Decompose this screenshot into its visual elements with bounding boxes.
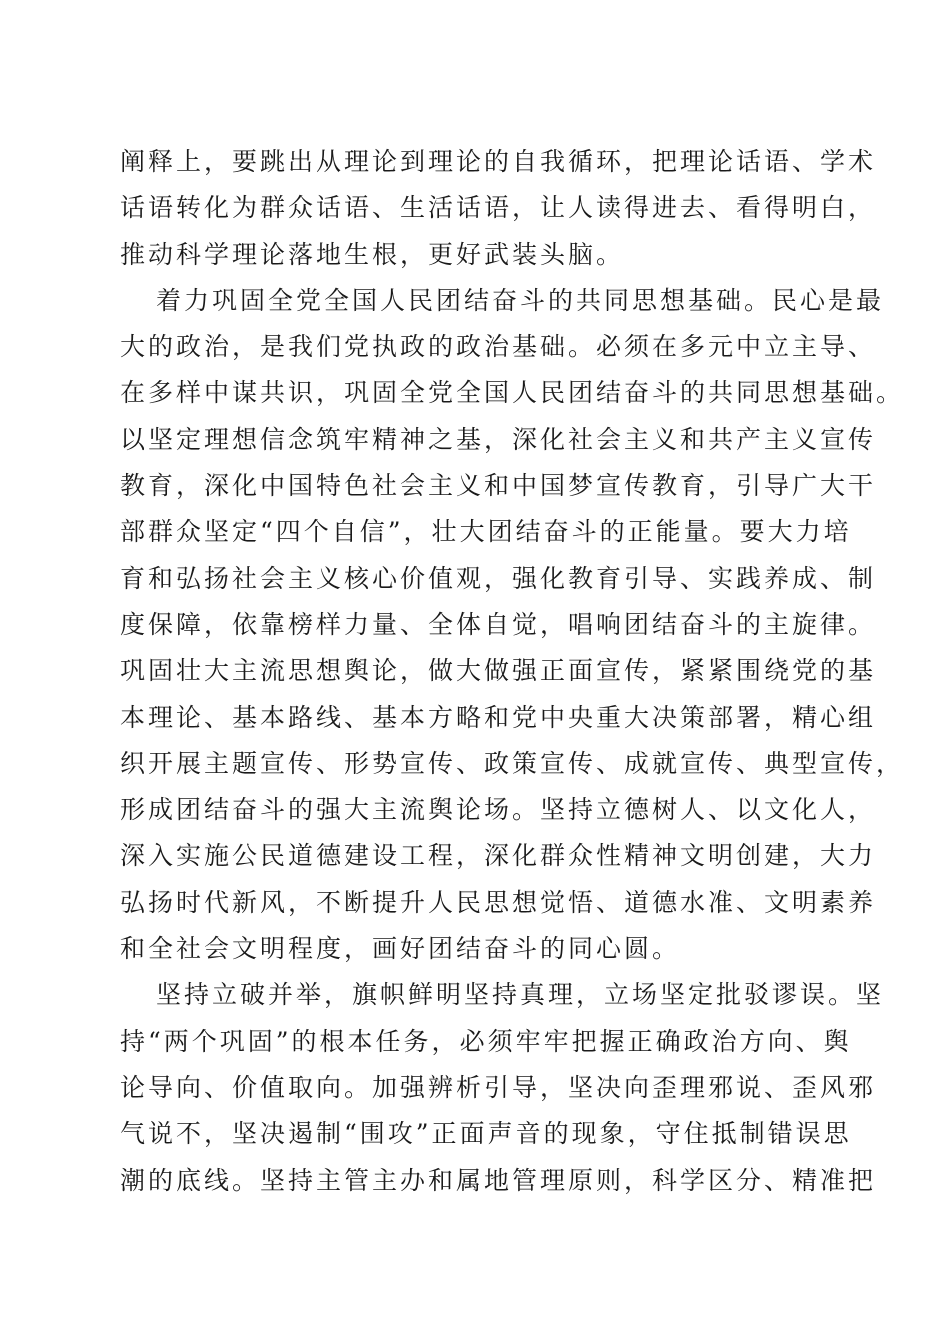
text-line: 育和弘扬社会主义核心价值观，强化教育引导、实践养成、制 <box>120 563 877 593</box>
text-line: 教育，深化中国特色社会主义和中国梦宣传教育，引导广大干 <box>120 471 877 501</box>
text-line: 大的政治，是我们党执政的政治基础。必须在多元中立主导、 <box>120 332 877 362</box>
text-line: 在多样中谋共识，巩固全党全国人民团结奋斗的共同思想基础。 <box>120 378 905 408</box>
text-line: 深入实施公民道德建设工程，深化群众性精神文明创建，大力 <box>120 841 877 871</box>
text-line: 以坚定理想信念筑牢精神之基，深化社会主义和共产主义宣传 <box>120 424 877 454</box>
text-line: 和全社会文明程度，画好团结奋斗的同心圆。 <box>120 934 681 964</box>
document-body <box>120 139 905 1204</box>
text-line: 弘扬时代新风，不断提升人民思想觉悟、道德水准、文明素养 <box>120 887 877 917</box>
text-line: 形成团结奋斗的强大主流舆论场。坚持立德树人、以文化人， <box>120 795 877 825</box>
text-line: 潮的底线。坚持主管主办和属地管理原则，科学区分、精准把 <box>120 1165 877 1195</box>
text-line: 织开展主题宣传、形势宣传、政策宣传、成就宣传、典型宣传， <box>120 748 905 778</box>
text-line: 部群众坚定“四个自信”，壮大团结奋斗的正能量。要大力培 <box>120 517 852 547</box>
paragraph-common-ideological-foundation <box>120 278 905 972</box>
text-line: 本理论、基本路线、基本方略和党中央重大决策部署，精心组 <box>120 702 877 732</box>
text-line: 着力巩固全党全国人民团结奋斗的共同思想基础。民心是最 <box>156 285 885 315</box>
text-line: 阐释上，要跳出从理论到理论的自我循环，把理论话语、学术 <box>120 147 877 176</box>
text-line: 话语转化为群众话语、生活话语，让人读得进去、看得明白， <box>120 193 877 223</box>
text-line: 巩固壮大主流思想舆论，做大做强正面宣传，紧紧围绕党的基 <box>120 656 877 686</box>
text-line: 推动科学理论落地生根，更好武装头脑。 <box>120 239 625 269</box>
text-line: 坚持立破并举，旗帜鲜明坚持真理，立场坚定批驳谬误。坚 <box>156 980 885 1010</box>
text-line: 持“两个巩固”的根本任务，必须牢牢把握正确政治方向、舆 <box>120 1026 852 1056</box>
text-line: 论导向、价值取向。加强辨析引导，坚决向歪理邪说、歪风邪 <box>120 1072 877 1102</box>
text-line: 度保障，依靠榜样力量、全体自觉，唱响团结奋斗的主旋律。 <box>120 609 877 639</box>
text-line: 气说不，坚决遏制“围攻”正面声音的现象，守住抵制错误思 <box>120 1119 852 1149</box>
paragraph-establish-and-refute <box>120 972 885 1203</box>
paragraph-continuation <box>120 139 877 278</box>
